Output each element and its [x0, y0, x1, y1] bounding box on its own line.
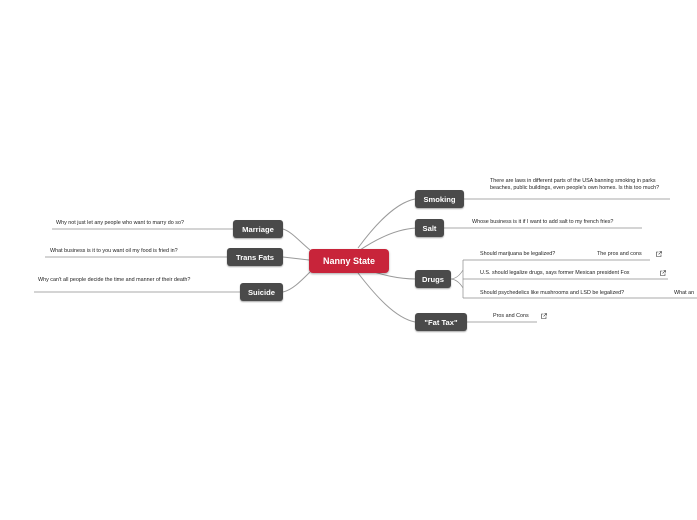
drugs-psychedelics-question[interactable]: Should psychedelics like mushrooms and LSD be legalized? — [480, 290, 625, 296]
drugs-cut-off-item[interactable]: What an — [674, 290, 695, 296]
topic-suicide[interactable]: Suicide — [240, 283, 283, 301]
drugs-pros-cons-link[interactable]: The pros and cons — [597, 251, 642, 257]
topic-trans-fats[interactable]: Trans Fats — [227, 248, 283, 266]
trans-fats-note[interactable]: What business is it to you want oil my food is fried in? — [50, 248, 178, 254]
topic-drugs[interactable]: Drugs — [415, 270, 451, 288]
suicide-note[interactable]: Why can't all people decide the time and manner of their death? — [38, 277, 191, 283]
topic-marriage[interactable]: Marriage — [233, 220, 283, 238]
fat-tax-pros-cons-link[interactable]: Pros and Cons — [493, 313, 529, 319]
central-topic[interactable]: Nanny State — [309, 249, 389, 273]
drugs-marijuana-question[interactable]: Should marijuana be legalized? — [480, 251, 556, 257]
external-link-icon[interactable] — [660, 270, 666, 276]
topic-smoking[interactable]: Smoking — [415, 190, 464, 208]
salt-note[interactable]: Whose business is it if I want to add salt to my french fries? — [472, 219, 614, 225]
topic-fat-tax[interactable]: "Fat Tax" — [415, 313, 467, 331]
smoking-note[interactable]: There are laws in different parts of the USA banning smoking in parks beaches, public buildings, even people's own homes. Is this too much? — [490, 178, 660, 191]
topic-salt[interactable]: Salt — [415, 219, 444, 237]
external-link-icon[interactable] — [541, 313, 547, 319]
external-link-icon[interactable] — [656, 251, 662, 257]
marriage-note[interactable]: Why not just let any people who want to marry do so? — [56, 220, 184, 226]
drugs-fox-headline[interactable]: U.S. should legalize drugs, says former Mexican president Fox — [480, 270, 630, 276]
